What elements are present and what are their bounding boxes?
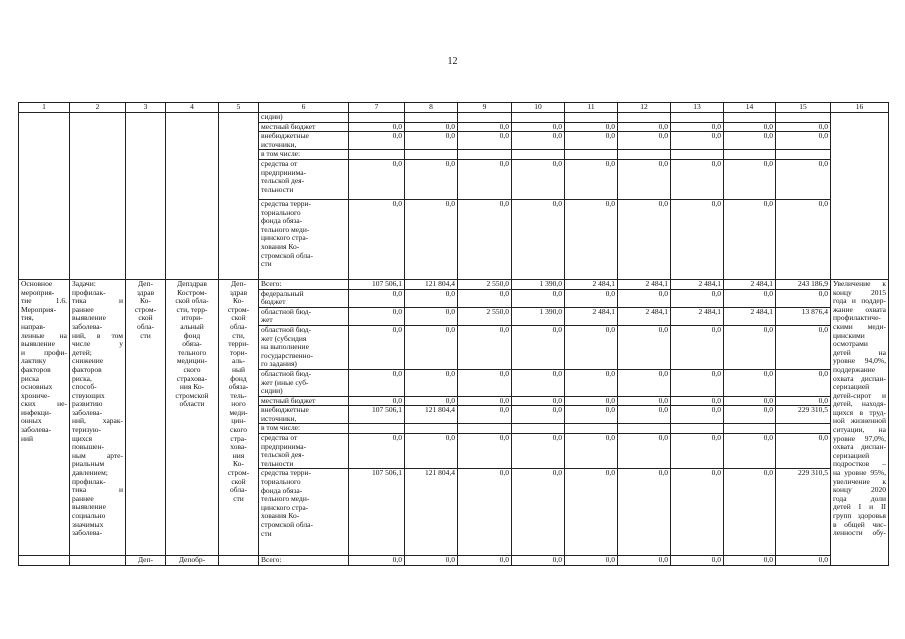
funding-value: 0,0: [776, 122, 831, 132]
funding-value: 0,0: [565, 369, 618, 396]
funding-value: 0,0: [565, 132, 618, 150]
funding-value: 0,0: [405, 434, 458, 469]
funding-value: [776, 113, 831, 123]
funding-value: 0,0: [565, 122, 618, 132]
column-header: 7: [349, 103, 405, 113]
funding-value: [349, 113, 405, 123]
funding-value: 0,0: [458, 289, 512, 307]
funding-value: 0,0: [671, 556, 724, 566]
funding-value: 0,0: [724, 469, 776, 556]
funding-value: 0,0: [512, 469, 565, 556]
funding-value: 0,0: [458, 369, 512, 396]
funding-value: 0,0: [618, 122, 671, 132]
funding-value: 2 484,1: [724, 279, 776, 289]
funding-value: 0,0: [405, 369, 458, 396]
block1-col5: [219, 113, 259, 280]
funding-value: 0,0: [724, 406, 776, 424]
funding-value: 0,0: [405, 122, 458, 132]
funding-value: 0,0: [405, 307, 458, 325]
funding-value: [671, 424, 724, 434]
funding-source: местный бюджет: [259, 122, 349, 132]
funding-value: [349, 424, 405, 434]
funding-value: 0,0: [671, 434, 724, 469]
block3-col1: [19, 556, 70, 566]
column-header: 5: [219, 103, 259, 113]
funding-value: 0,0: [618, 132, 671, 150]
funding-value: 0,0: [565, 199, 618, 279]
header-row: [19, 103, 889, 113]
funding-value: 229 310,5: [776, 469, 831, 556]
funding-source: областной бюд- жет (субсидия на выполнение государственно- го задания): [259, 325, 349, 369]
funding-value: 0,0: [565, 325, 618, 369]
table-row: [19, 279, 889, 289]
funding-value: 2 484,1: [565, 307, 618, 325]
funding-value: 0,0: [776, 556, 831, 566]
funding-value: 0,0: [724, 132, 776, 150]
funding-value: [565, 424, 618, 434]
funding-value: 0,0: [458, 132, 512, 150]
funding-value: 0,0: [565, 159, 618, 199]
funding-value: 0,0: [724, 434, 776, 469]
funding-value: 0,0: [349, 369, 405, 396]
responsible-executor: Деп- здрав Ко- стром- ской обла- сти: [126, 279, 166, 555]
funding-value: [618, 150, 671, 160]
funding-source: Всего:: [259, 279, 349, 289]
funding-value: 0,0: [405, 289, 458, 307]
funding-value: 0,0: [618, 434, 671, 469]
funding-value: 0,0: [776, 325, 831, 369]
funding-value: 0,0: [458, 122, 512, 132]
funding-value: 0,0: [458, 434, 512, 469]
column-header: 1: [19, 103, 70, 113]
funding-value: 0,0: [618, 396, 671, 406]
funding-source: внебюджетные источники,: [259, 406, 349, 424]
funding-value: 0,0: [671, 406, 724, 424]
funding-value: 0,0: [724, 159, 776, 199]
table-body: [19, 103, 889, 566]
funding-value: [724, 424, 776, 434]
funding-value: 121 804,4: [405, 469, 458, 556]
funding-value: 0,0: [512, 289, 565, 307]
funding-source: местный бюджет: [259, 396, 349, 406]
funding-source: Всего:: [259, 556, 349, 566]
block1-col2: [70, 113, 126, 280]
funding-value: [724, 150, 776, 160]
funding-value: 0,0: [618, 199, 671, 279]
column-header: 2: [70, 103, 126, 113]
funding-value: [405, 424, 458, 434]
funding-value: 0,0: [724, 369, 776, 396]
funding-value: 0,0: [565, 556, 618, 566]
funding-value: 0,0: [349, 307, 405, 325]
funding-value: 0,0: [618, 159, 671, 199]
block3-col5: [219, 556, 259, 566]
funding-value: 0,0: [405, 132, 458, 150]
funding-value: [618, 113, 671, 123]
funding-value: 0,0: [349, 556, 405, 566]
funding-value: 0,0: [458, 469, 512, 556]
co-executors: Депобр-: [166, 556, 219, 566]
funding-value: [512, 113, 565, 123]
funding-value: [776, 424, 831, 434]
funding-value: 0,0: [349, 325, 405, 369]
column-header: 6: [259, 103, 349, 113]
column-header: 16: [831, 103, 889, 113]
funding-value: 0,0: [618, 289, 671, 307]
funding-value: 0,0: [512, 556, 565, 566]
column-header: 15: [776, 103, 831, 113]
funding-source: средства от предпринима- тельской дея- тельности: [259, 434, 349, 469]
funding-value: 0,0: [349, 396, 405, 406]
funding-value: 0,0: [512, 199, 565, 279]
funding-source: в том числе:: [259, 150, 349, 160]
funding-value: 107 506,1: [349, 469, 405, 556]
co-executors: Депздрав Костром- ской обла- сти, терр- итори- альный фонд обяза- тельного медицин- ского страхова- ния Ко- стромской области: [166, 279, 219, 555]
funding-value: 13 876,4: [776, 307, 831, 325]
funding-value: 0,0: [776, 369, 831, 396]
funding-value: [349, 150, 405, 160]
funding-value: 0,0: [349, 199, 405, 279]
funding-value: 0,0: [776, 289, 831, 307]
funding-value: 0,0: [724, 289, 776, 307]
funding-value: 0,0: [671, 159, 724, 199]
table-row: [19, 113, 889, 123]
funding-value: 0,0: [512, 396, 565, 406]
funding-value: 0,0: [349, 132, 405, 150]
funding-value: [671, 113, 724, 123]
column-header: 12: [618, 103, 671, 113]
block1-col1: [19, 113, 70, 280]
funding-value: 0,0: [405, 556, 458, 566]
funding-value: 2 484,1: [671, 279, 724, 289]
funding-value: 2 550,0: [458, 279, 512, 289]
funding-value: 0,0: [671, 396, 724, 406]
funding-value: [405, 113, 458, 123]
funding-value: [458, 424, 512, 434]
funding-value: 2 550,0: [458, 307, 512, 325]
funding-value: 2 484,1: [618, 307, 671, 325]
funding-value: 0,0: [405, 325, 458, 369]
block1-col3: [126, 113, 166, 280]
funding-value: 0,0: [618, 369, 671, 396]
funding-value: 0,0: [405, 396, 458, 406]
funding-value: 0,0: [565, 406, 618, 424]
funding-source: средства от предпринима- тельской дея- тельности: [259, 159, 349, 199]
funding-value: 0,0: [671, 325, 724, 369]
funding-value: 0,0: [724, 325, 776, 369]
column-header: 10: [512, 103, 565, 113]
funding-value: 0,0: [618, 406, 671, 424]
funding-value: 0,0: [512, 369, 565, 396]
funding-value: 107 506,1: [349, 406, 405, 424]
column-header: 9: [458, 103, 512, 113]
expected-result: Увеличение к концу 2015 года и поддер- жание охвата профилактиче- скими меди- цинскими осмотрами детей на уровне 94,0%, поддержание охвата диспан- серизацией детей-сирот и детей, находя- щихся в труд- ной жизненной ситуации, на уровне 97,0%, охвата диспан- серизацией подростков – на уровне 95%, увеличение к концу 2020 года доли детей I и II групп здоровья в общей чис- ленности обу-: [831, 279, 889, 565]
column-header: 14: [724, 103, 776, 113]
funding-value: 121 804,4: [405, 279, 458, 289]
funding-value: 0,0: [565, 396, 618, 406]
funding-value: 1 390,0: [512, 279, 565, 289]
funding-value: 0,0: [618, 556, 671, 566]
block3-col2: [70, 556, 126, 566]
activity-name: Основное мероприя- тие 1.6. Мероприя- тия, направ- ленные на выявление и профи- лактику факторов риска основных хрониче- ских не- инфекци- онных заболева- ний: [19, 279, 70, 555]
funding-source: областной бюд- жет: [259, 307, 349, 325]
funding-value: 0,0: [671, 132, 724, 150]
funding-value: 0,0: [776, 159, 831, 199]
table-row: [19, 556, 889, 566]
funding-value: 0,0: [724, 122, 776, 132]
funding-value: 0,0: [512, 406, 565, 424]
column-header: 3: [126, 103, 166, 113]
funding-source: областной бюд- жет (иные суб- сидии): [259, 369, 349, 396]
funding-value: 0,0: [349, 434, 405, 469]
responsible-executor: Деп-: [126, 556, 166, 566]
funding-value: 0,0: [724, 556, 776, 566]
funding-value: [565, 113, 618, 123]
activity-tasks: Задачи: профилак- тика и раннее выявление заболева- ний, в том числе у детей; снижение факторов риска, способ- ствующих развитию заболева- ний, харак- теризую- щихся повышен- ным арте- риальным давлением; профилак- тика и раннее выявление социально значимых заболева-: [70, 279, 126, 555]
block1-col4: [166, 113, 219, 280]
funding-value: 0,0: [618, 469, 671, 556]
funding-value: 0,0: [512, 132, 565, 150]
funding-value: 0,0: [565, 289, 618, 307]
funding-value: 0,0: [512, 434, 565, 469]
block1-col16: [831, 113, 889, 280]
funding-value: [405, 150, 458, 160]
funding-value: 0,0: [565, 434, 618, 469]
funding-value: 0,0: [458, 325, 512, 369]
funding-value: [618, 424, 671, 434]
program-table: [18, 102, 889, 566]
funding-value: 0,0: [776, 199, 831, 279]
funding-value: 0,0: [458, 396, 512, 406]
funding-value: 0,0: [776, 132, 831, 150]
funding-source: внебюджетные источники,: [259, 132, 349, 150]
funding-value: 0,0: [512, 122, 565, 132]
funding-value: 107 506,1: [349, 279, 405, 289]
funding-value: 0,0: [512, 159, 565, 199]
column-header: 8: [405, 103, 458, 113]
funding-value: [724, 113, 776, 123]
funding-value: 0,0: [671, 289, 724, 307]
funding-value: [512, 424, 565, 434]
funding-value: 0,0: [458, 556, 512, 566]
funding-source: сидии): [259, 113, 349, 123]
funding-value: [458, 113, 512, 123]
funding-source: средства терри- ториального фонда обяза- тельного меди- цинского стра- хования Ко- стромской обла- сти: [259, 199, 349, 279]
funding-value: 243 186,9: [776, 279, 831, 289]
funding-value: [776, 150, 831, 160]
funding-value: 0,0: [405, 159, 458, 199]
funding-value: 0,0: [349, 289, 405, 307]
funding-value: 0,0: [405, 199, 458, 279]
participants: Деп- здрав Ко- стром- ской обла- сти, терри- тори- аль- ный фонд обяза- тель- ного меди- цин- ского стра- хова- ния Ко- стром- ской обла- сти: [219, 279, 259, 555]
funding-value: [458, 150, 512, 160]
column-header: 11: [565, 103, 618, 113]
funding-value: 0,0: [618, 325, 671, 369]
funding-value: [512, 150, 565, 160]
funding-value: 0,0: [671, 199, 724, 279]
funding-value: 0,0: [349, 159, 405, 199]
funding-value: 0,0: [776, 434, 831, 469]
funding-value: 229 310,5: [776, 406, 831, 424]
column-header: 4: [166, 103, 219, 113]
funding-value: 0,0: [724, 396, 776, 406]
funding-source: федеральный бюджет: [259, 289, 349, 307]
funding-value: 2 484,1: [724, 307, 776, 325]
funding-value: 0,0: [458, 199, 512, 279]
funding-value: 0,0: [671, 122, 724, 132]
funding-value: 0,0: [349, 122, 405, 132]
funding-value: 0,0: [458, 159, 512, 199]
funding-value: 0,0: [776, 396, 831, 406]
funding-value: [671, 150, 724, 160]
column-header: 13: [671, 103, 724, 113]
funding-value: 2 484,1: [671, 307, 724, 325]
funding-source: в том числе:: [259, 424, 349, 434]
funding-value: 0,0: [671, 369, 724, 396]
funding-value: 0,0: [724, 199, 776, 279]
funding-value: 0,0: [565, 469, 618, 556]
funding-value: 2 484,1: [565, 279, 618, 289]
page-number: 12: [447, 56, 458, 67]
funding-source: средства терри- ториального фонда обяза- тельного меди- цинского стра- хования Ко- стромской обла- сти: [259, 469, 349, 556]
funding-value: 1 390,0: [512, 307, 565, 325]
funding-value: 0,0: [458, 406, 512, 424]
funding-value: 121 804,4: [405, 406, 458, 424]
funding-value: 2 484,1: [618, 279, 671, 289]
funding-value: 0,0: [671, 469, 724, 556]
funding-value: [565, 150, 618, 160]
funding-value: 0,0: [512, 325, 565, 369]
